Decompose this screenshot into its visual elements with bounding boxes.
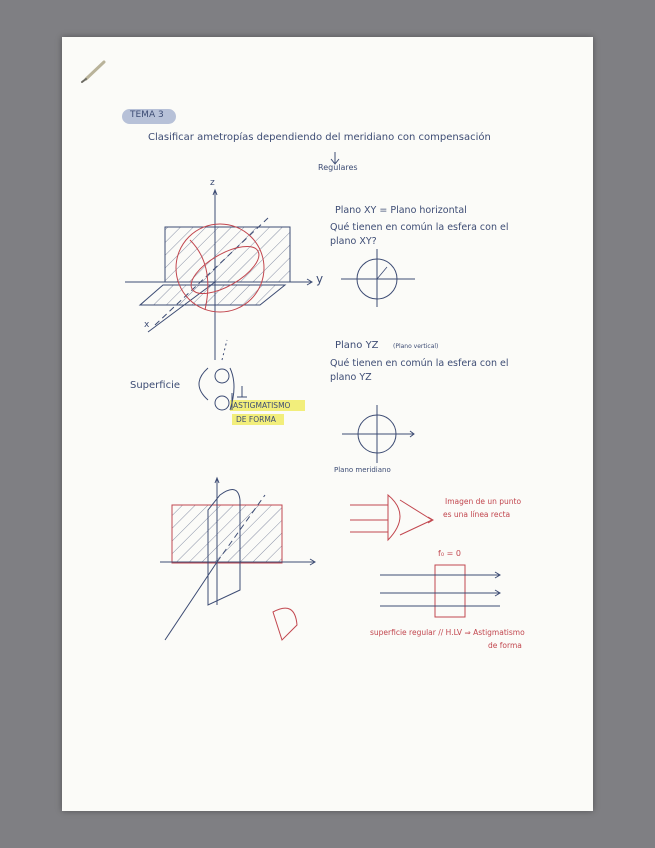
meridian-label: Plano meridiano [334,466,391,474]
question-xy-line1: Qué tienen en común la esfera con el [330,222,509,233]
lens-diagram [350,495,433,540]
focus-label: f₀ = 0 [438,549,461,558]
diagram-sphere-planes [125,190,312,360]
regular-surface-text2: de forma [488,641,522,650]
box-diagram [380,565,500,617]
plane-yz-title: Plano YZ [335,340,379,351]
regular-surface-text: superficie regular // H.LV ⇒ Astigmatismo [370,628,525,637]
question-xy-line2: plano XY? [330,236,377,247]
sub-word: Regulares [318,163,358,172]
de-forma-label: DE FORMA [236,415,276,424]
page-heading: Clasificar ametropías dependiendo del meridiano con compensación [148,132,491,143]
diagram-cylinder [160,478,315,640]
cylinder-detail [273,608,297,640]
horizontal-plane [140,285,285,305]
surface-label: Superficie [130,380,181,391]
pencil-mark-icon [86,62,104,79]
plane-xy-title: Plano XY = Plano horizontal [335,205,467,216]
image-line-text1: Imagen de un punto [445,497,522,506]
vertical-plane-2 [172,505,282,563]
axis-z-label: z [210,178,215,188]
astigmatismo-label: ASTIGMATISMO [233,401,291,410]
vertical-plane [165,227,290,282]
plane-yz-note: (Plano vertical) [393,343,439,350]
circle-xy [341,249,415,307]
axis-x-label: x [144,320,150,330]
question-yz-line2: plano YZ [330,372,372,383]
circle-yz [342,405,414,463]
image-line-text2: es una línea recta [443,510,511,519]
question-yz-line1: Qué tienen en común la esfera con el [330,358,509,369]
axis-y-label: y [316,272,324,286]
topic-tag: TEMA 3 [130,110,164,120]
